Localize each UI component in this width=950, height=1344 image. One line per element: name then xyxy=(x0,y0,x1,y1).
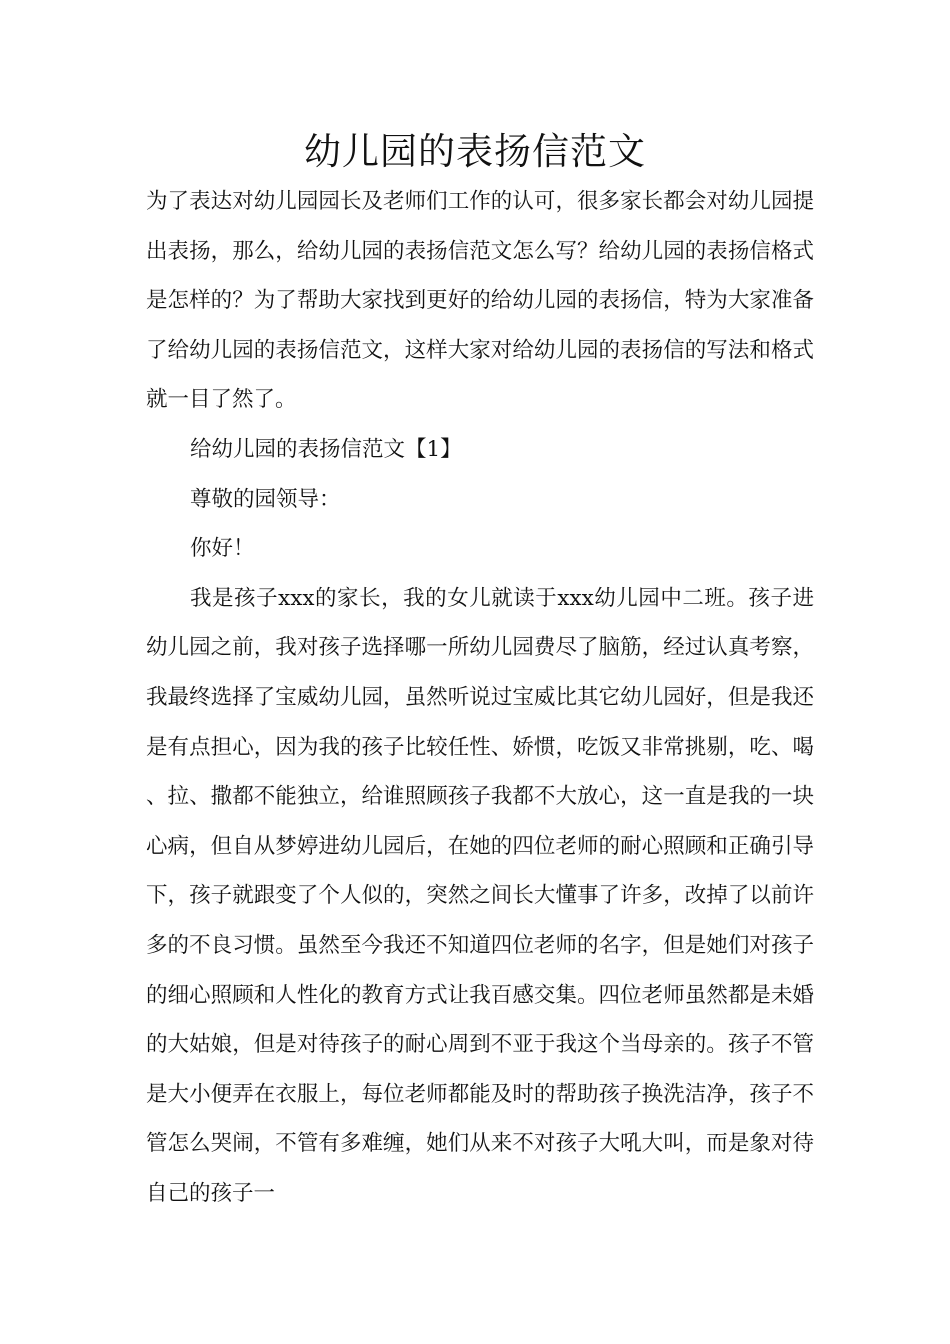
letter-body-paragraph: 我是孩子xxx的家长，我的女儿就读于xxx幼儿园中二班。孩子进幼儿园之前，我对孩子选择哪一所幼儿园费尽了脑筋，经过认真考察，我最终选择了宝威幼儿园，虽然听说过宝威比其它幼儿园好，但是我还是有点担心，因为我的孩子比较任性、娇惯，吃饭又非常挑剔，吃、喝、拉、撒都不能独立，给谁照顾孩子我都不大放心，这一直是我的一块心病，但自从梦婷进幼儿园后，在她的四位老师的耐心照顾和正确引导下，孩子就跟变了个人似的，突然之间长大懂事了许多，改掉了以前许多的不良习惯。虽然至今我还不知道四位老师的名字，但是她们对孩子的细心照顾和人性化的教育方式让我百感交集。四位老师虽然都是未婚的大姑娘，但是对待孩子的耐心周到不亚于我这个当母亲的。孩子不管是大小便弄在衣服上，每位老师都能及时的帮助孩子换洗洁净，孩子不管怎么哭闹，不管有多难缠，她们从来不对孩子大吼大叫，而是象对待自己的孩子一 xyxy=(146,585,814,1206)
document-title: 幼儿园的表扬信范文 xyxy=(304,130,646,173)
document-body xyxy=(146,177,814,1218)
greeting: 你好！ xyxy=(190,536,255,562)
salutation: 尊敬的园领导： xyxy=(190,486,341,512)
section-heading: 给幼儿园的表扬信范文【1】 xyxy=(190,436,462,462)
intro-paragraph: 为了表达对幼儿园园长及老师们工作的认可，很多家长都会对幼儿园提出表扬，那么，给幼儿园的表扬信范文怎么写？给幼儿园的表扬信格式是怎样的？为了帮助大家找到更好的给幼儿园的表扬信，特为大家准备了给幼儿园的表扬信范文，这样大家对给幼儿园的表扬信的写法和格式就一目了然了。 xyxy=(146,189,814,413)
